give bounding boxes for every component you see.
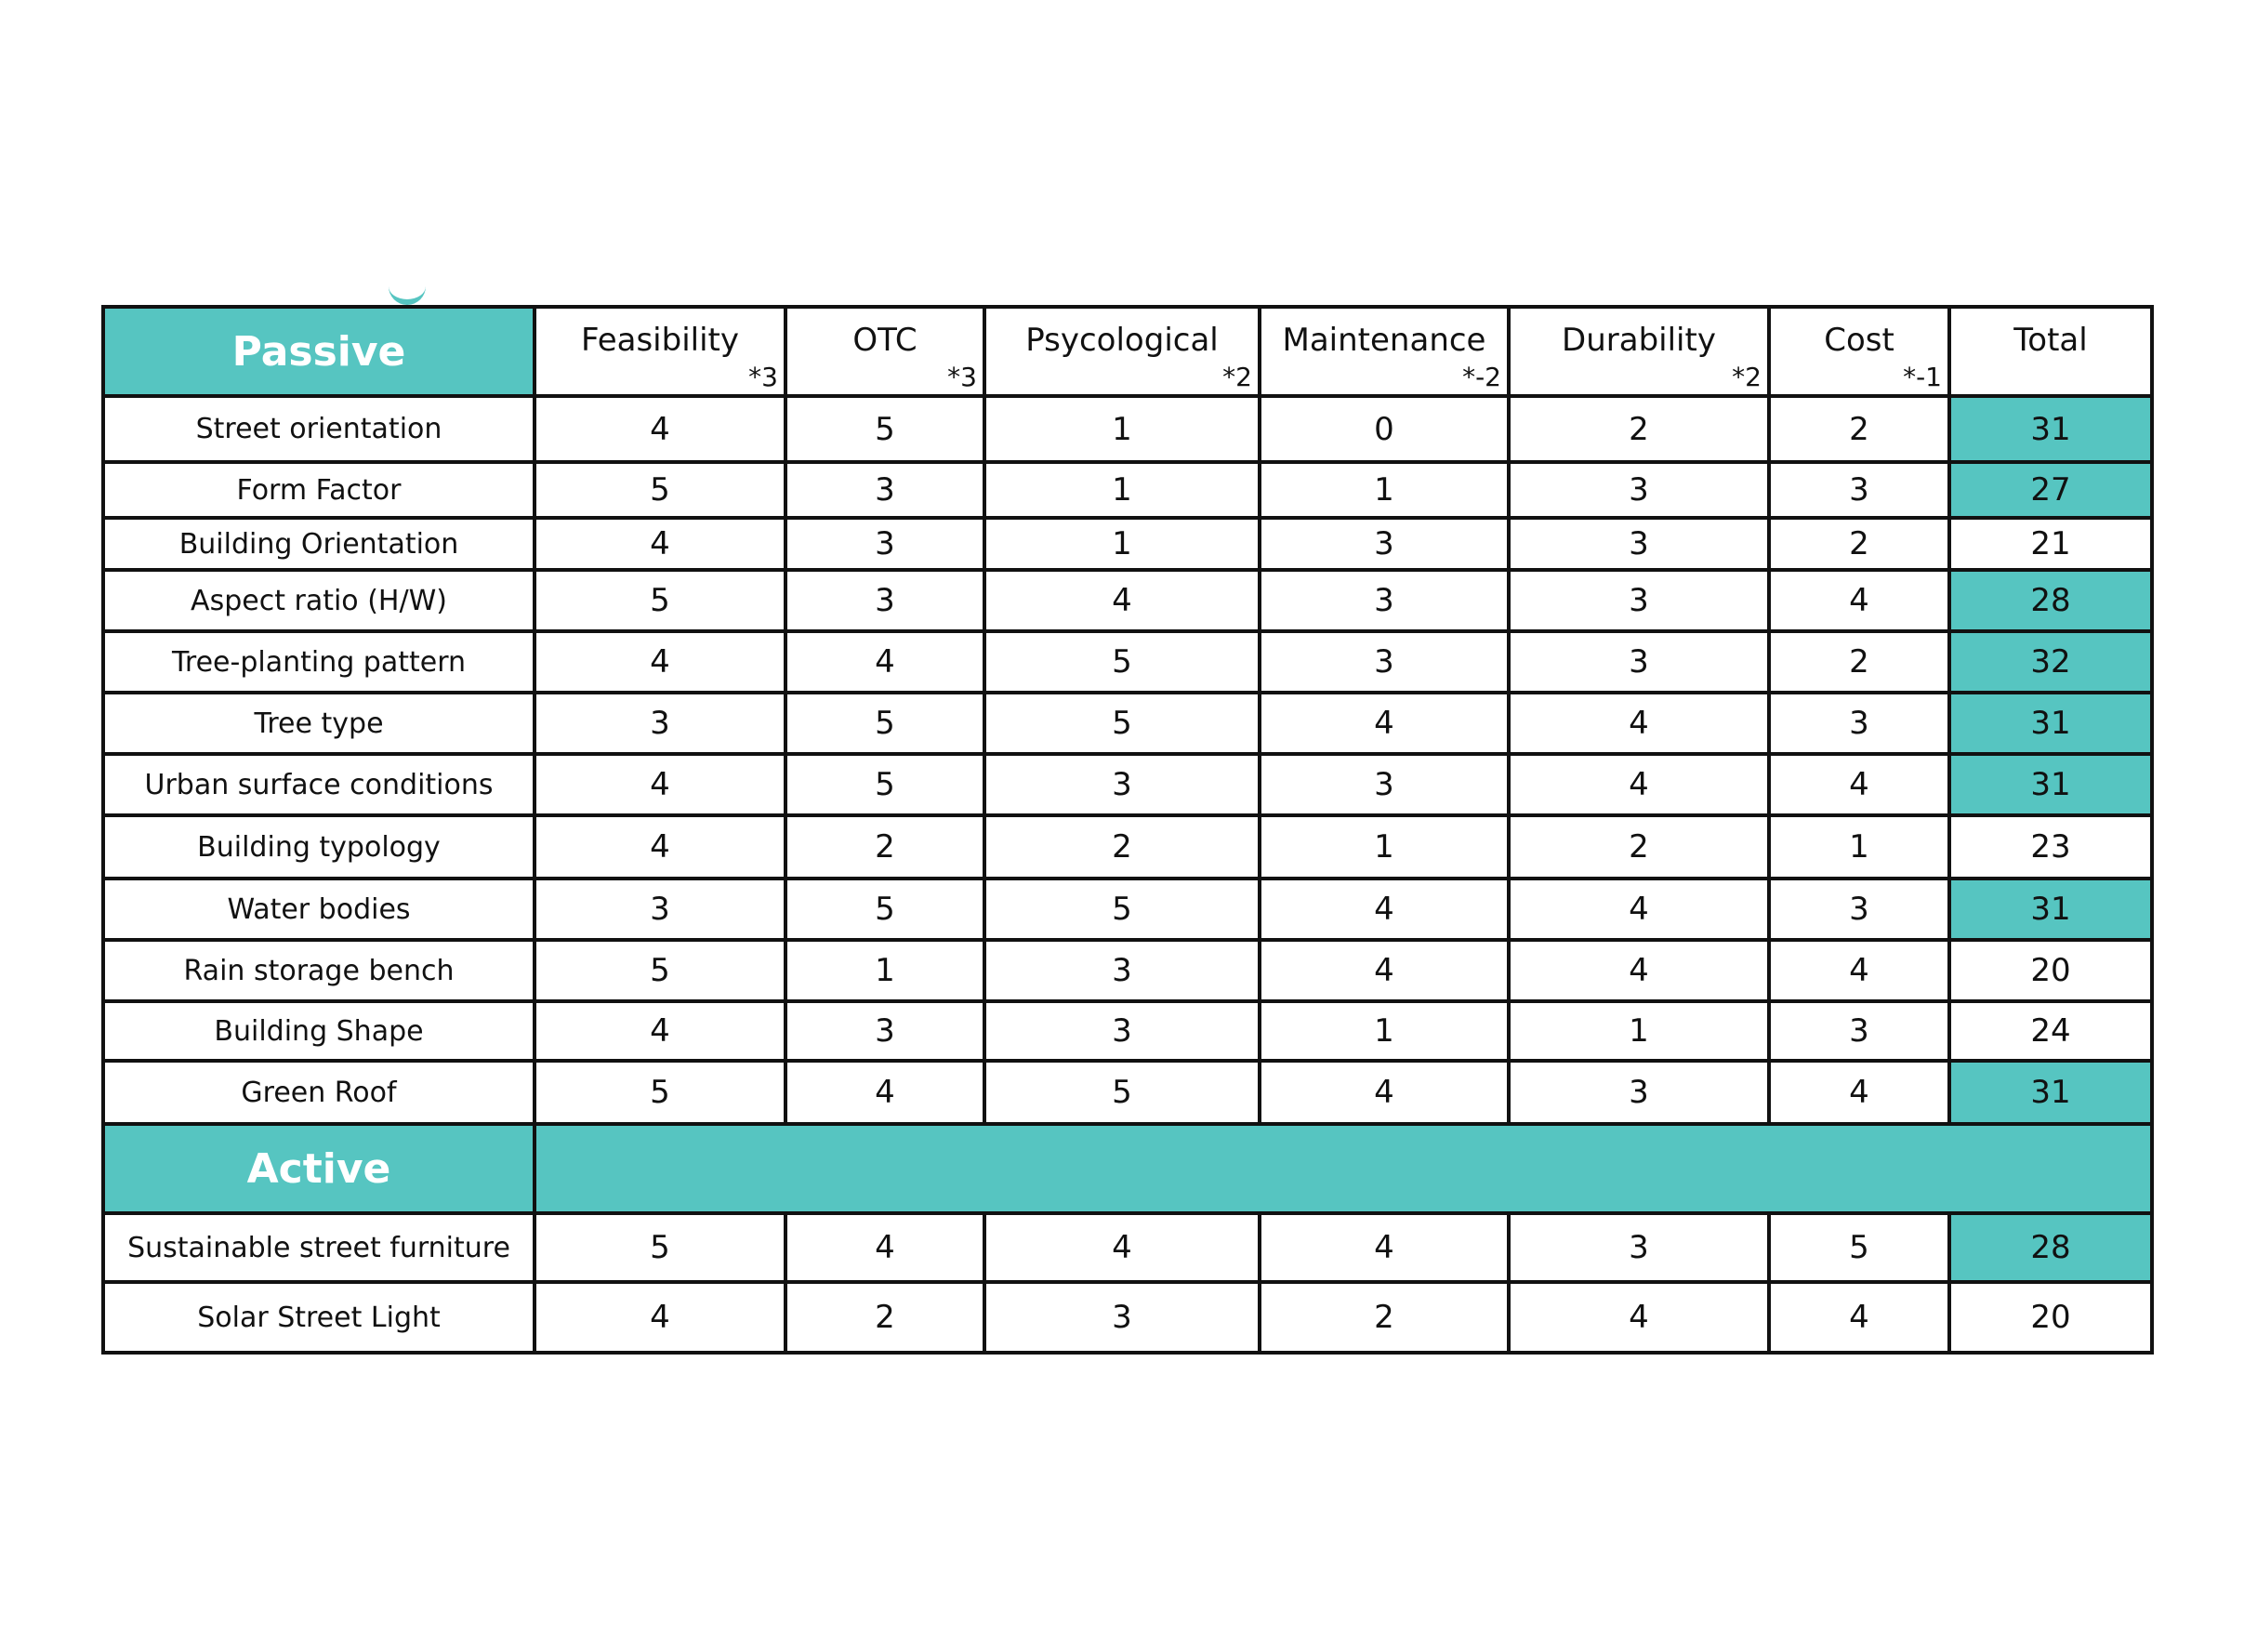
- score-cell: 4: [535, 396, 785, 462]
- row-label: Street orientation: [103, 396, 535, 462]
- passive-header-row: [103, 307, 2152, 396]
- score-cell: 4: [1509, 1282, 1769, 1353]
- table-row: [103, 693, 2152, 754]
- column-title: Durability: [1562, 322, 1716, 359]
- score-cell: 2: [984, 815, 1260, 879]
- column-header-feasibility: [535, 307, 785, 396]
- score-cell: 4: [1260, 1061, 1509, 1124]
- score-cell: 4: [535, 1282, 785, 1353]
- row-label: Tree type: [103, 693, 535, 754]
- total-cell: 20: [1949, 940, 2152, 1001]
- score-cell: 4: [785, 1213, 984, 1282]
- score-cell: 3: [1769, 462, 1949, 518]
- score-cell: 1: [1509, 1001, 1769, 1061]
- score-cell: 3: [984, 1001, 1260, 1061]
- score-cell: 1: [984, 462, 1260, 518]
- score-cell: 3: [785, 1001, 984, 1061]
- total-cell: 28: [1949, 570, 2152, 631]
- column-header-durability: [1509, 307, 1769, 396]
- score-cell: 2: [1509, 815, 1769, 879]
- row-label: Building Orientation: [103, 518, 535, 570]
- table-row: [103, 815, 2152, 879]
- score-cell: 5: [1769, 1213, 1949, 1282]
- score-cell: 3: [1769, 693, 1949, 754]
- score-cell: 5: [535, 1061, 785, 1124]
- score-cell: 1: [1260, 1001, 1509, 1061]
- score-cell: 5: [984, 1061, 1260, 1124]
- score-cell: 4: [1509, 693, 1769, 754]
- column-title: Cost: [1824, 322, 1894, 359]
- row-label: Rain storage bench: [103, 940, 535, 1001]
- score-cell: 3: [1509, 631, 1769, 693]
- score-cell: 5: [535, 570, 785, 631]
- table-row: [103, 940, 2152, 1001]
- score-cell: 1: [1769, 815, 1949, 879]
- score-cell: 4: [785, 1061, 984, 1124]
- column-title: Feasibility: [581, 322, 739, 359]
- table-row: [103, 754, 2152, 815]
- total-cell: 23: [1949, 815, 2152, 879]
- table-row: [103, 1282, 2152, 1353]
- row-label: Sustainable street furniture: [103, 1213, 535, 1282]
- column-header-psycological: [984, 307, 1260, 396]
- column-header-cost: [1769, 307, 1949, 396]
- score-cell: 4: [535, 1001, 785, 1061]
- total-cell: 24: [1949, 1001, 2152, 1061]
- score-cell: 5: [785, 693, 984, 754]
- table-row: [103, 396, 2152, 462]
- score-cell: 1: [1260, 815, 1509, 879]
- column-title: Total: [2013, 322, 2088, 359]
- score-cell: 5: [785, 879, 984, 940]
- score-cell: 5: [535, 1213, 785, 1282]
- column-weight: *-2: [1462, 362, 1501, 392]
- score-cell: 2: [785, 1282, 984, 1353]
- total-cell: 20: [1949, 1282, 2152, 1353]
- score-cell: 5: [535, 940, 785, 1001]
- score-cell: 3: [1509, 1061, 1769, 1124]
- score-cell: 1: [785, 940, 984, 1001]
- score-cell: 3: [535, 879, 785, 940]
- score-cell: 3: [785, 518, 984, 570]
- score-cell: 3: [1769, 879, 1949, 940]
- column-weight: *-1: [1903, 362, 1942, 392]
- score-cell: 4: [1509, 940, 1769, 1001]
- score-cell: 3: [1509, 1213, 1769, 1282]
- score-cell: 3: [984, 1282, 1260, 1353]
- score-cell: 5: [785, 396, 984, 462]
- score-cell: 4: [1769, 754, 1949, 815]
- score-cell: 5: [785, 754, 984, 815]
- column-weight: *3: [748, 362, 778, 392]
- score-cell: 1: [984, 396, 1260, 462]
- table-row: [103, 1001, 2152, 1061]
- column-weight: *2: [1222, 362, 1252, 392]
- score-cell: 3: [1260, 754, 1509, 815]
- table-row: [103, 518, 2152, 570]
- score-cell: 4: [785, 631, 984, 693]
- score-cell: 1: [1260, 462, 1509, 518]
- total-cell: 28: [1949, 1213, 2152, 1282]
- score-cell: 3: [785, 462, 984, 518]
- table-row: [103, 570, 2152, 631]
- row-label: Aspect ratio (H/W): [103, 570, 535, 631]
- score-cell: 3: [1509, 462, 1769, 518]
- score-cell: 3: [1509, 570, 1769, 631]
- score-cell: 4: [984, 1213, 1260, 1282]
- score-cell: 4: [1260, 879, 1509, 940]
- score-cell: 3: [984, 940, 1260, 1001]
- score-cell: 3: [535, 693, 785, 754]
- score-cell: 2: [785, 815, 984, 879]
- score-cell: 4: [1509, 754, 1769, 815]
- total-cell: 31: [1949, 396, 2152, 462]
- row-label: Water bodies: [103, 879, 535, 940]
- total-cell: 31: [1949, 754, 2152, 815]
- total-cell: 31: [1949, 1061, 2152, 1124]
- score-cell: 4: [535, 754, 785, 815]
- table-row: [103, 879, 2152, 940]
- row-label: Tree-planting pattern: [103, 631, 535, 693]
- column-header-maintenance: [1260, 307, 1509, 396]
- score-cell: 4: [535, 815, 785, 879]
- row-label: Form Factor: [103, 462, 535, 518]
- row-label: Solar Street Light: [103, 1282, 535, 1353]
- score-cell: 1: [984, 518, 1260, 570]
- score-cell: 4: [535, 518, 785, 570]
- score-cell: 0: [1260, 396, 1509, 462]
- section-band-active: [535, 1124, 2152, 1213]
- score-cell: 4: [1260, 693, 1509, 754]
- total-cell: 21: [1949, 518, 2152, 570]
- score-cell: 2: [1769, 631, 1949, 693]
- column-header-otc: [785, 307, 984, 396]
- score-cell: 5: [984, 693, 1260, 754]
- total-cell: 32: [1949, 631, 2152, 693]
- column-title: Maintenance: [1282, 322, 1486, 359]
- section-label-active: Active: [103, 1124, 535, 1213]
- score-cell: 2: [1509, 396, 1769, 462]
- score-cell: 4: [1509, 879, 1769, 940]
- score-cell: 4: [1769, 1282, 1949, 1353]
- total-cell: 31: [1949, 879, 2152, 940]
- strategy-score-table: [101, 305, 2154, 1355]
- score-cell: 3: [1260, 570, 1509, 631]
- row-label: Building typology: [103, 815, 535, 879]
- table-row: [103, 1061, 2152, 1124]
- score-cell: 4: [535, 631, 785, 693]
- total-cell: 27: [1949, 462, 2152, 518]
- score-cell: 5: [535, 462, 785, 518]
- score-cell: 3: [1260, 518, 1509, 570]
- score-cell: 3: [984, 754, 1260, 815]
- score-cell: 4: [1769, 570, 1949, 631]
- score-cell: 3: [1769, 1001, 1949, 1061]
- score-cell: 4: [1260, 1213, 1509, 1282]
- score-cell: 2: [1260, 1282, 1509, 1353]
- score-cell: 2: [1769, 396, 1949, 462]
- score-cell: 5: [984, 631, 1260, 693]
- score-cell: 2: [1769, 518, 1949, 570]
- column-weight: *3: [947, 362, 977, 392]
- row-label: Urban surface conditions: [103, 754, 535, 815]
- score-cell: 4: [1260, 940, 1509, 1001]
- row-label: Green Roof: [103, 1061, 535, 1124]
- decorative-arc: [389, 275, 426, 305]
- score-cell: 5: [984, 879, 1260, 940]
- column-title: Psycological: [1025, 322, 1219, 359]
- score-cell: 4: [1769, 940, 1949, 1001]
- score-cell: 3: [1260, 631, 1509, 693]
- score-cell: 4: [1769, 1061, 1949, 1124]
- column-weight: *2: [1732, 362, 1762, 392]
- section-label-passive: Passive: [103, 307, 535, 396]
- row-label: Building Shape: [103, 1001, 535, 1061]
- score-cell: 3: [785, 570, 984, 631]
- table-row: [103, 462, 2152, 518]
- active-header-row: [103, 1124, 2152, 1213]
- score-cell: 4: [984, 570, 1260, 631]
- column-header-total: [1949, 307, 2152, 396]
- column-title: OTC: [852, 322, 917, 359]
- total-cell: 31: [1949, 693, 2152, 754]
- score-cell: 3: [1509, 518, 1769, 570]
- table-row: [103, 1213, 2152, 1282]
- table-row: [103, 631, 2152, 693]
